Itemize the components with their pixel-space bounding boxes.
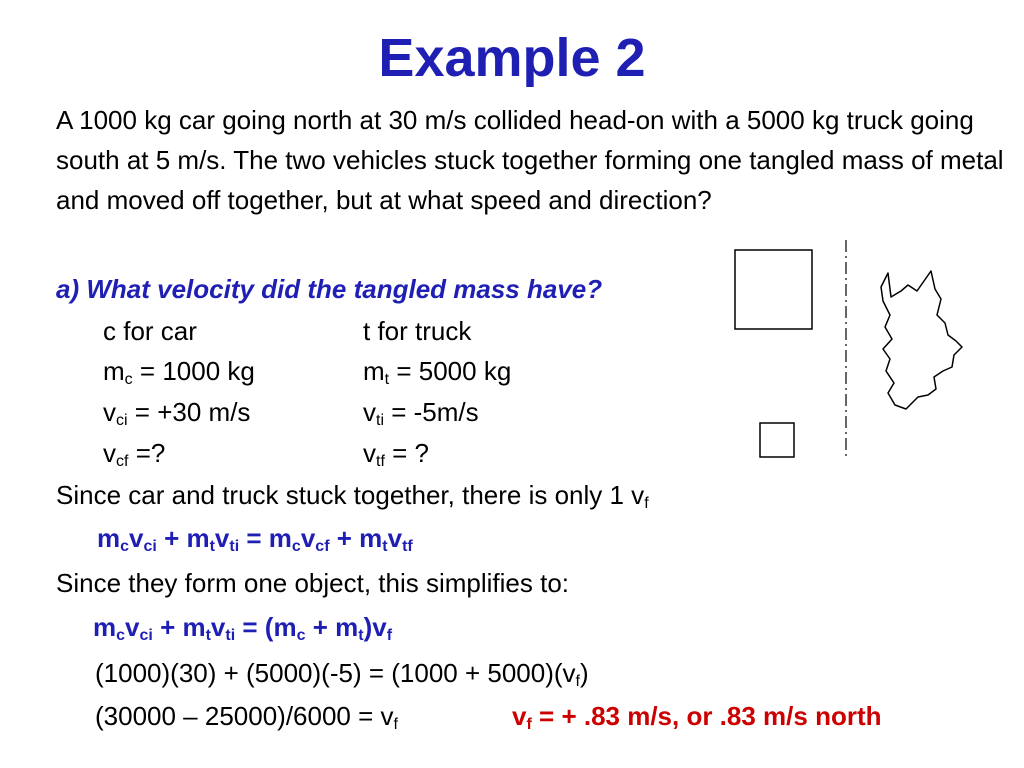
substitution-line: $(1000)(30) + (5000)(-5) = (1000 + 5000)(v_f)$ <box>95 658 589 690</box>
tangled-mass <box>881 271 962 409</box>
car-header: c for car <box>103 316 197 346</box>
simplified-equation: $m_cv_{ci} + m_tv_{ti} = (m_c + m_t)v_f$ <box>93 612 393 644</box>
car-final-velocity: $v_{cf}$ =? <box>103 438 166 470</box>
since-statement-1: Since car and truck stuck together, there is only 1 $v_f$ <box>56 480 649 512</box>
page-title: Example 2 <box>378 28 646 88</box>
truck-mass: $m_t = 5000$ kg <box>363 356 512 388</box>
truck-final-velocity: $v_{tf}$ = ? <box>363 438 429 470</box>
question-a: a) What velocity did the tangled mass have? <box>56 274 603 304</box>
since-statement-2: Since they form one object, this simplifies to: <box>56 568 570 598</box>
final-answer: $v_f$ = + .83 m/s, or .83 m/s north <box>512 701 882 733</box>
collision-diagram <box>725 235 995 465</box>
car-mass: $m_c = 1000$ kg <box>103 356 255 388</box>
truck-box <box>735 250 812 329</box>
momentum-equation: $m_cv_{ci} + m_tv_{ti} = m_cv_{cf} + m_tv_{tf}$ <box>97 523 413 555</box>
truck-initial-velocity: $v_{ti} = -5m/s$ <box>363 397 479 429</box>
car-box <box>760 423 794 457</box>
car-initial-velocity: $v_{ci} = +30$ m/s <box>103 397 251 429</box>
truck-header: t for truck <box>363 316 472 346</box>
solution-line: $(30000 - 25000)/6000 = v_f$ <box>95 701 398 733</box>
problem-statement: A 1000 kg car going north at 30 m/s collided head-on with a 5000 kg truck going south at 5 m/s. The two vehicles stuck together forming one tangled mass of metal and moved off together, but at what speed and direction? <box>56 105 1004 215</box>
